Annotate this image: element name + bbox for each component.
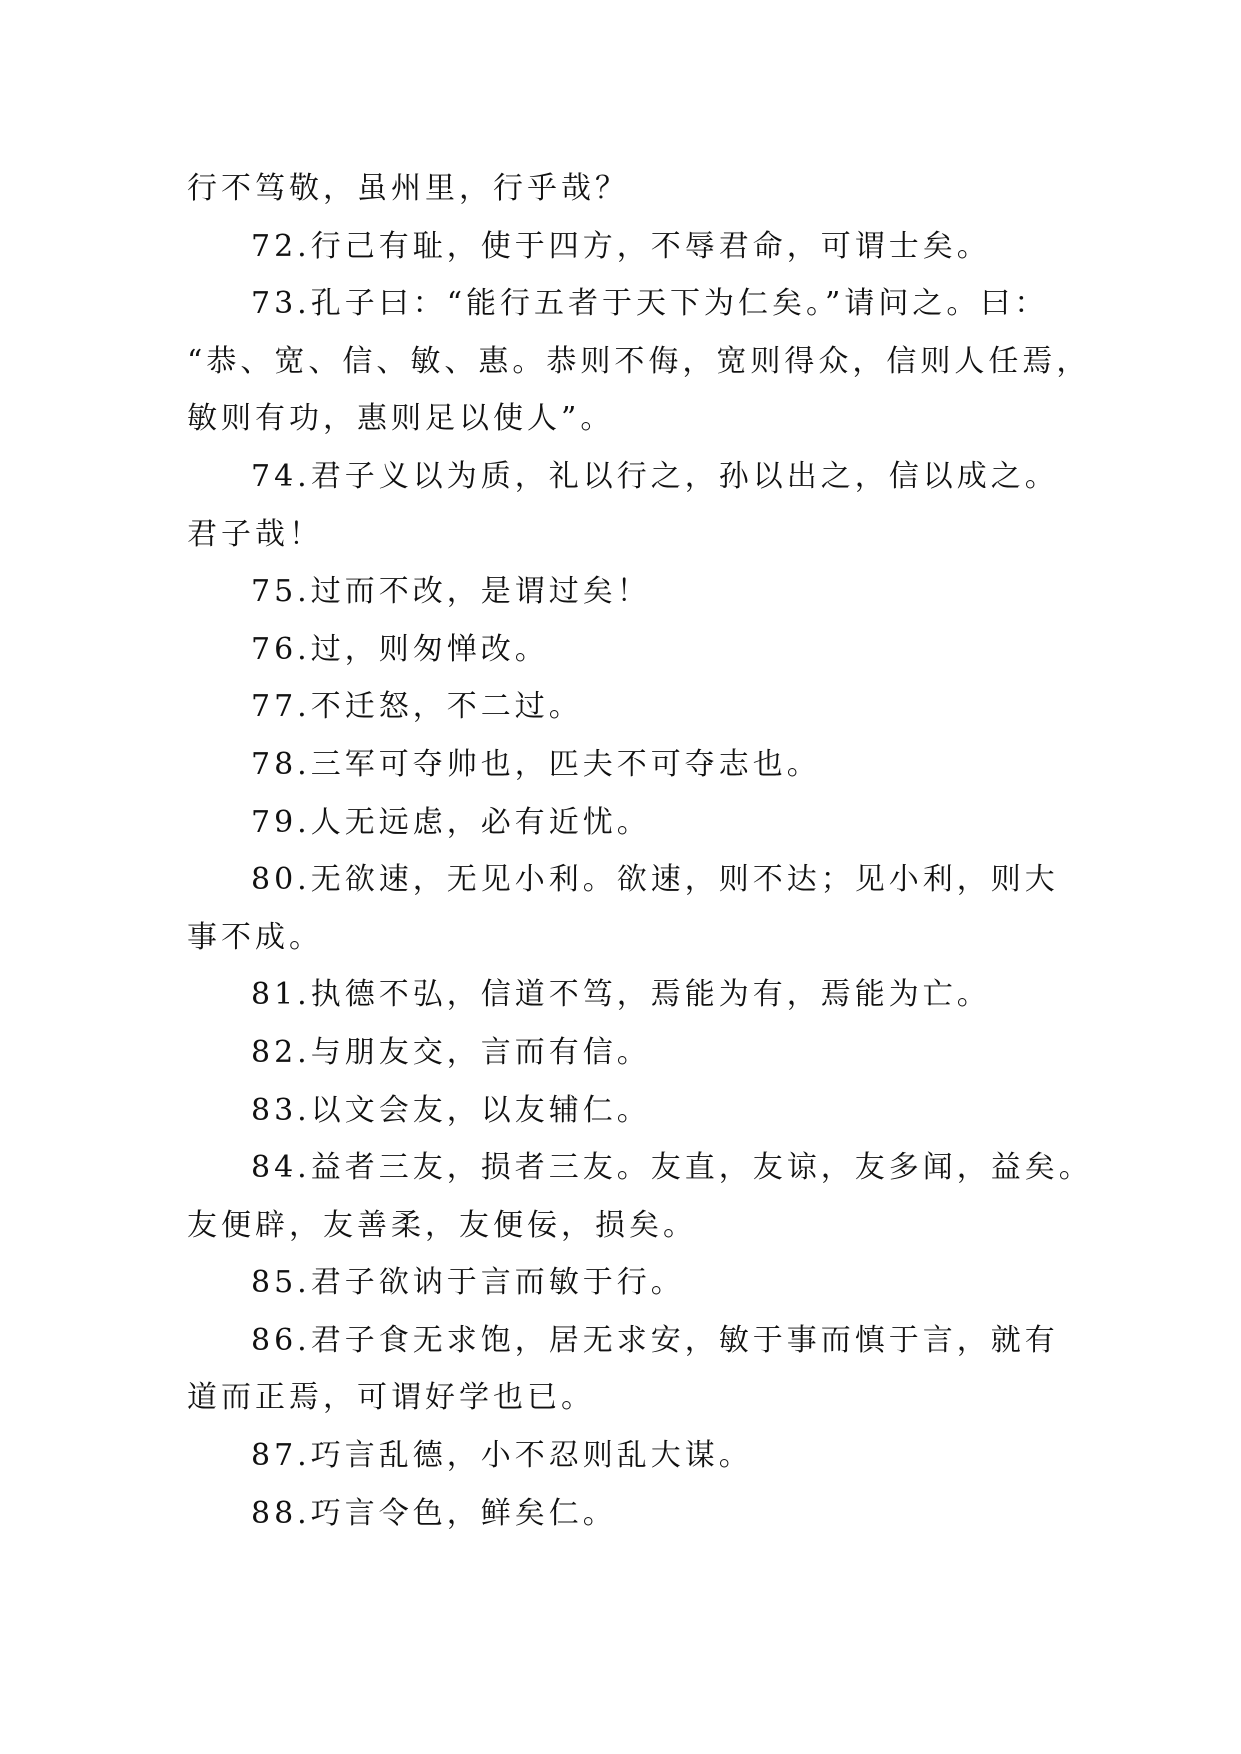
entry-number: 82. — [251, 1034, 311, 1070]
entry-83 — [187, 1082, 1067, 1140]
line-text: 无欲速，无见小利。欲速，则不达；见小利，则大 — [310, 862, 1059, 898]
entry-79 — [187, 794, 1067, 852]
entry-number: 77. — [251, 689, 311, 725]
line-text: 巧言乱德，小不忍则乱大谋。 — [310, 1438, 753, 1474]
entry-number: 84. — [251, 1150, 311, 1186]
line-text: 行不笃敬，虽州里，行乎哉？ — [187, 171, 629, 206]
line-text: 敏则有功，惠则足以使人”。 — [187, 401, 615, 437]
document-body — [187, 160, 1093, 1542]
line-text: 友便辟，友善柔，友便佞，损矣。 — [187, 1207, 697, 1243]
entry-number: 79. — [251, 804, 311, 840]
entry-number: 86. — [251, 1322, 311, 1358]
entry-number: 80. — [251, 862, 311, 898]
line-text: 以文会友，以友辅仁。 — [310, 1092, 651, 1128]
entry-number: 72. — [251, 228, 311, 264]
line-text: 三军可夺帅也，匹夫不可夺志也。 — [310, 746, 821, 782]
line-text: 过，则匆惮改。 — [310, 631, 549, 667]
entry-80 — [187, 851, 1067, 909]
entry-78 — [187, 736, 1067, 794]
line-text: 巧言令色，鲜矣仁。 — [310, 1495, 617, 1531]
entry-84 — [187, 1139, 1093, 1197]
entry-number: 75. — [251, 574, 311, 610]
text-line — [187, 506, 1067, 564]
line-text: 君子食无求饱，居无求安，敏于事而慎于言，就有 — [310, 1322, 1059, 1358]
line-text: 与朋友交，言而有信。 — [310, 1034, 651, 1070]
text-line — [187, 1369, 1067, 1427]
entry-72 — [187, 218, 1067, 276]
text-line — [187, 160, 1067, 218]
entry-86 — [187, 1312, 1067, 1370]
line-text: 事不成。 — [187, 919, 323, 955]
entry-77 — [187, 678, 1067, 736]
line-text: 人无远虑，必有近忧。 — [310, 804, 651, 840]
text-line — [187, 1197, 1067, 1255]
entry-85 — [187, 1254, 1067, 1312]
text-line — [187, 390, 1067, 448]
line-text: 过而不改，是谓过矣！ — [310, 574, 651, 610]
line-text: 君子义以为质，礼以行之，孙以出之，信以成之。 — [310, 458, 1059, 494]
entry-number: 74. — [251, 458, 311, 494]
line-text: 孔子曰：“能行五者于天下为仁矣。”请问之。曰： — [310, 286, 1049, 322]
line-text: “恭、宽、信、敏、惠。恭则不侮，宽则得众，信则人任焉， — [187, 343, 1091, 379]
text-line — [187, 333, 1091, 391]
entry-75 — [187, 563, 1067, 621]
line-text: 执德不弘，信道不笃，焉能为有，焉能为亡。 — [310, 977, 991, 1013]
line-text: 道而正焉，可谓好学也已。 — [187, 1380, 595, 1416]
entry-number: 73. — [251, 286, 311, 322]
entry-87 — [187, 1427, 1067, 1485]
line-text: 君子欲讷于言而敏于行。 — [310, 1265, 685, 1301]
text-line — [187, 909, 1067, 967]
entry-88 — [187, 1485, 1067, 1543]
line-text: 益者三友，损者三友。友直，友谅，友多闻，益矣。 — [310, 1150, 1093, 1186]
entry-number: 81. — [251, 977, 311, 1013]
entry-81 — [187, 966, 1067, 1024]
line-text: 行己有耻，使于四方，不辱君命，可谓士矣。 — [310, 228, 991, 264]
entry-76 — [187, 621, 1067, 679]
line-text: 君子哉！ — [187, 516, 323, 552]
line-text: 不迁怒，不二过。 — [310, 689, 583, 725]
entry-number: 83. — [251, 1092, 311, 1128]
entry-number: 88. — [251, 1495, 311, 1531]
entry-number: 87. — [251, 1438, 311, 1474]
entry-74 — [187, 448, 1067, 506]
entry-number: 85. — [251, 1265, 311, 1301]
entry-number: 78. — [251, 746, 311, 782]
entry-82 — [187, 1024, 1067, 1082]
entry-number: 76. — [251, 631, 311, 667]
entry-73 — [187, 275, 1067, 333]
